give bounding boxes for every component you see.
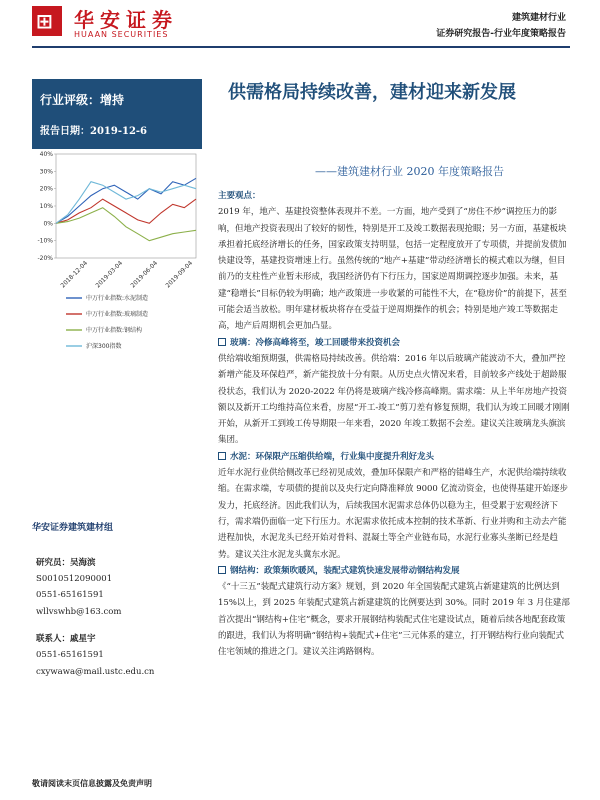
report-date: 报告日期：2019-12-6 (40, 126, 148, 137)
contact-name: 联系人：戚星宇 (36, 634, 96, 644)
glass-section-body: 供给端收缩预期强，供需格局持续改善。供给端：2016 年以后玻璃产能波动不大，叠加严控新增产能及环保趋严，新产能投放十分有限。从历史点火情况来看，目前较多产线处于超龄服役状态，我们认为 2020-2022 年仍将是玻璃产线冷修高峰期。需求端：从上半年房地产投资额以及新开工均维持高位来看，房屋“开工-竣工”剪刀差有修复预期，我们认为竣工回暖才刚刚开始，从新开工到竣工传导期限一年来看，2020 年竣工数据不会差。建议关注玻璃龙头旗滨集团。 (218, 353, 570, 446)
report-subtitle: ——建筑建材行业 2020 年度策略报告 (315, 165, 504, 178)
bullet-square-icon (218, 338, 226, 346)
report-title: 供需格局持续改善，建材迎来新发展 (228, 82, 516, 103)
page-header (0, 0, 600, 52)
report-type-label: 证券研究报告-行业年度策略报告 (436, 29, 566, 39)
x-tick-label: 2019-06-04 (129, 259, 160, 290)
x-tick-label: 2019-09-04 (164, 259, 195, 290)
cement-section-body: 近年水泥行业供给侧改革已经初见成效，叠加环保限产和严格的错峰生产，水泥供给端持续收缩。在需求端，专项债的提前以及央行定向降准释放 9000 亿流动资金，也使得基建开始逐步发力，托底经济。因此我们认为，后续我国水泥需求总体仍以稳为主，但受累于宏观经济下行，需求端仍面临一定下行压力。水泥需求依托成本控制的技术革新、行业并购和主动去产能进程加快，水泥龙头已经开始对骨料、混凝土等全产业链布局，水泥行业寡头垄断已经是趋势。建议关注水泥龙头冀东水泥。 (218, 468, 569, 560)
huaan-logo-icon: ⊞ (32, 6, 62, 36)
y-tick-label: -20% (37, 255, 53, 262)
footer-disclaimer[interactable]: 敬请阅读末页信息披露及免责声明 (32, 779, 152, 788)
analyst-group: 华安证券建筑建材组 (32, 523, 114, 533)
glass-section-head: 玻璃：冷修高峰将至，竣工回暖带来投资机会 (230, 337, 401, 348)
industry-label: 建筑建材行业 (511, 13, 566, 23)
brand-name-cn: 华安证券 (74, 8, 178, 32)
bullet-square-icon (218, 452, 226, 460)
legend-label: 中万行业指数:钢结构 (86, 327, 143, 334)
y-tick-label: 20% (39, 185, 53, 193)
key-points-label: 主要观点： (218, 191, 261, 201)
steel-section-body: 《“十三五”装配式建筑行动方案》规划，到 2020 年全国装配式建筑占新建建筑的比例达到 15%以上，到 2025 年装配式建筑占新建建筑的比例要达到 30%。同时 2019 年 3 月住建部首次提出“钢结构+住宅”概念，要求开展钢结构装配式住宅建设试点，随着后续各地配套政策的跟进，我们认为将明确“钢结构+装配式+住宅”三元体系的建立，打开钢结构行业向装配式住宅领域的推进之门。建议关注鸿路钢构。 (218, 582, 570, 658)
intro-paragraph: 2019 年，地产、基建投资整体表现并不差。一方面，地产受到了“房住不炒”调控压力的影响，但地产投资表现出了较好的韧性，特别是开工及竣工数据表现抢眼；另一方面，基建板块承担着托底经济增长的任务，国家政策支持明显，包括一定程度放开了专项债，并提前发债加快建设等，基建投资增速上行。虽然传统的“地产+基建”带动经济增长的模式难以为继，但目前乃的支柱性产业暂未形成，我国经济仍有下行压力，国家逆周期调控逐步加强。未来，基建“稳增长”目标仍较为明确；地产政策进一步收紧的可能性不大，在“稳房价”的前提下，甚至可能会适当放松。明年建材板块将存在受益于逆周期操作的机会；特别是地产竣工等数据走高，地产后周期机会更加凸显。 (218, 207, 567, 332)
rating-panel (32, 79, 202, 149)
steel-section-head: 钢结构：政策频吹暖风，装配式建筑快速发展带动钢结构发展 (230, 565, 460, 576)
analyst-name: 研究员：吴海滨 (36, 558, 96, 568)
series-line (56, 182, 196, 224)
analyst-email[interactable]: wllvswhb@163.com (36, 607, 122, 617)
y-tick-label: 30% (39, 168, 53, 176)
contact-phone: 0551-65161591 (36, 650, 104, 660)
y-tick-label: 40% (39, 151, 53, 158)
industry-rating: 行业评级：增持 (40, 93, 125, 107)
x-tick-label: 2018-12-04 (59, 259, 90, 290)
legend-label: 中万行业指数:玻璃制造 (86, 311, 149, 318)
brand-name-en: HUAAN SECURITIES (74, 30, 169, 39)
performance-chart (32, 150, 202, 350)
header-divider (32, 46, 570, 48)
y-tick-label: -10% (37, 237, 53, 245)
chart-svg (32, 150, 202, 350)
x-tick-label: 2019-03-04 (94, 259, 125, 290)
legend-label: 中万行业指数:水泥制造 (86, 295, 149, 302)
plot-frame (56, 154, 196, 258)
legend-label: 沪深300指数 (86, 343, 122, 350)
report-body (218, 188, 570, 661)
y-tick-label: 10% (39, 203, 53, 210)
series-line (56, 178, 196, 223)
y-tick-label: 0% (43, 220, 53, 228)
analyst-cert: S0010512090001 (36, 574, 113, 584)
analyst-phone: 0551-65161591 (36, 590, 104, 600)
cement-section-head: 水泥：环保限产压缩供给端，行业集中度提升利好龙头 (230, 451, 435, 462)
bullet-square-icon (218, 566, 226, 574)
contact-email[interactable]: cxywawa@mail.ustc.edu.cn (36, 667, 155, 677)
